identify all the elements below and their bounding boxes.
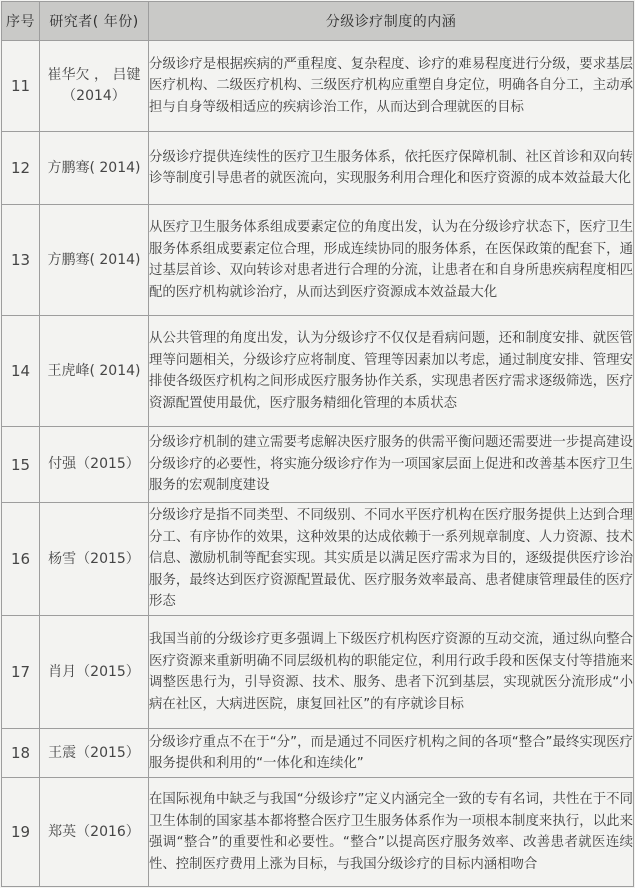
row-definition: 在国际视角中缺乏与我国“分级诊疗”定义内涵完全一致的专有名词，共性在于不同卫生体制的国家基本都将整合医疗卫生服务体系作为一项根本制度来执行，以此来强调“整合”的重要性和必要性。“整合”以提高医疗服务效率、改善患者就医连续性、控制医疗费用上涨为目标，与我国分级诊疗的目标内涵相吻合	[149, 778, 634, 887]
row-researcher: 方鹏骞( 2014)	[40, 132, 149, 205]
row-id: 19	[2, 778, 40, 887]
row-id: 11	[2, 41, 40, 132]
row-definition: 分级诊疗是根据疾病的严重程度、复杂程度、诊疗的难易程度进行分级，要求基层医疗机构、二级医疗机构、三级医疗机构应重塑自身定位，明确各自分工，主动承担与自身等级相适应的疾病诊治工作，从而达到合理就医的目标	[149, 41, 634, 132]
definitions-table	[1, 1, 634, 887]
row-id: 18	[2, 729, 40, 778]
table-row	[2, 503, 634, 616]
row-researcher: 王虎峰( 2014)	[40, 316, 149, 427]
row-id: 16	[2, 503, 40, 616]
row-definition: 分级诊疗提供连续性的医疗卫生服务体系，依托医疗保障机制、社区首诊和双向转诊等制度引导患者的就医流向，实现服务利用合理化和医疗资源的成本效益最大化	[149, 132, 634, 205]
row-definition: 分级诊疗是指不同类型、不同级别、不同水平医疗机构在医疗服务提供上达到合理分工、有序协作的效果，这种效果的达成依赖于一系列规章制度、人力资源、技术信息、激励机制等配套实现。其实质是以满足医疗需求为目的，逐级提供医疗诊治服务，最终达到医疗资源配置最优、医疗服务效率最高、患者健康管理最佳的医疗形态	[149, 503, 634, 616]
table-row	[2, 778, 634, 887]
row-id: 17	[2, 616, 40, 729]
table-row	[2, 41, 634, 132]
header-id: 序号	[2, 2, 40, 41]
row-definition: 分级诊疗机制的建立需要考虑解决医疗服务的供需平衡问题还需要进一步提高建设分级诊疗的必要性，将实施分级诊疗作为一项国家层面上促进和改善基本医疗卫生服务的宏观制度建设	[149, 427, 634, 503]
row-id: 12	[2, 132, 40, 205]
row-researcher: 方鹏骞( 2014)	[40, 205, 149, 316]
row-researcher: 肖月（2015）	[40, 616, 149, 729]
row-definition: 从医疗卫生服务体系组成要素定位的角度出发，认为在分级诊疗状态下，医疗卫生服务体系组成要素定位合理，形成连续协同的服务体系，在医保政策的配套下，通过基层首诊、双向转诊对患者进行合理的分流，让患者在和自身所患疾病程度相匹配的医疗机构就诊治疗，从而达到医疗资源成本效益最大化	[149, 205, 634, 316]
row-researcher: 付强（2015）	[40, 427, 149, 503]
row-id: 15	[2, 427, 40, 503]
table-row	[2, 316, 634, 427]
row-definition: 我国当前的分级诊疗更多强调上下级医疗机构医疗资源的互动交流，通过纵向整合医疗资源来重新明确不同层级机构的职能定位，利用行政手段和医保支付等措施来调整医患行为，引导资源、技术、服务、患者下沉到基层，实现就医分流形成“小病在社区，大病进医院，康复回社区”的有序就诊目标	[149, 616, 634, 729]
table-row	[2, 729, 634, 778]
table-row	[2, 427, 634, 503]
row-id: 14	[2, 316, 40, 427]
row-definition: 分级诊疗重点不在于“分”，而是通过不同医疗机构之间的各项“整合”最终实现医疗服务提供和利用的“一体化和连续化”	[149, 729, 634, 778]
table-row	[2, 616, 634, 729]
row-id: 13	[2, 205, 40, 316]
header-researcher: 研究者( 年份)	[40, 2, 149, 41]
row-researcher: 杨雪（2015）	[40, 503, 149, 616]
table-header-row	[2, 2, 634, 41]
row-researcher: 郑英（2016）	[40, 778, 149, 887]
row-researcher: 崔华欠 ， 吕键（2014）	[40, 41, 149, 132]
table-row	[2, 132, 634, 205]
row-researcher: 王震（2015）	[40, 729, 149, 778]
header-definition: 分级诊疗制度的内涵	[149, 2, 634, 41]
table-row	[2, 205, 634, 316]
row-definition: 从公共管理的角度出发，认为分级诊疗不仅仅是看病问题，还和制度安排、就医管理等问题相关，分级诊疗应将制度、管理等因素加以考虑，通过制度安排、管理安排使各级医疗机构之间形成医疗服务协作关系，实现患者医疗需求逐级筛选，医疗资源配置使用最优，医疗服务精细化管理的本质状态	[149, 316, 634, 427]
